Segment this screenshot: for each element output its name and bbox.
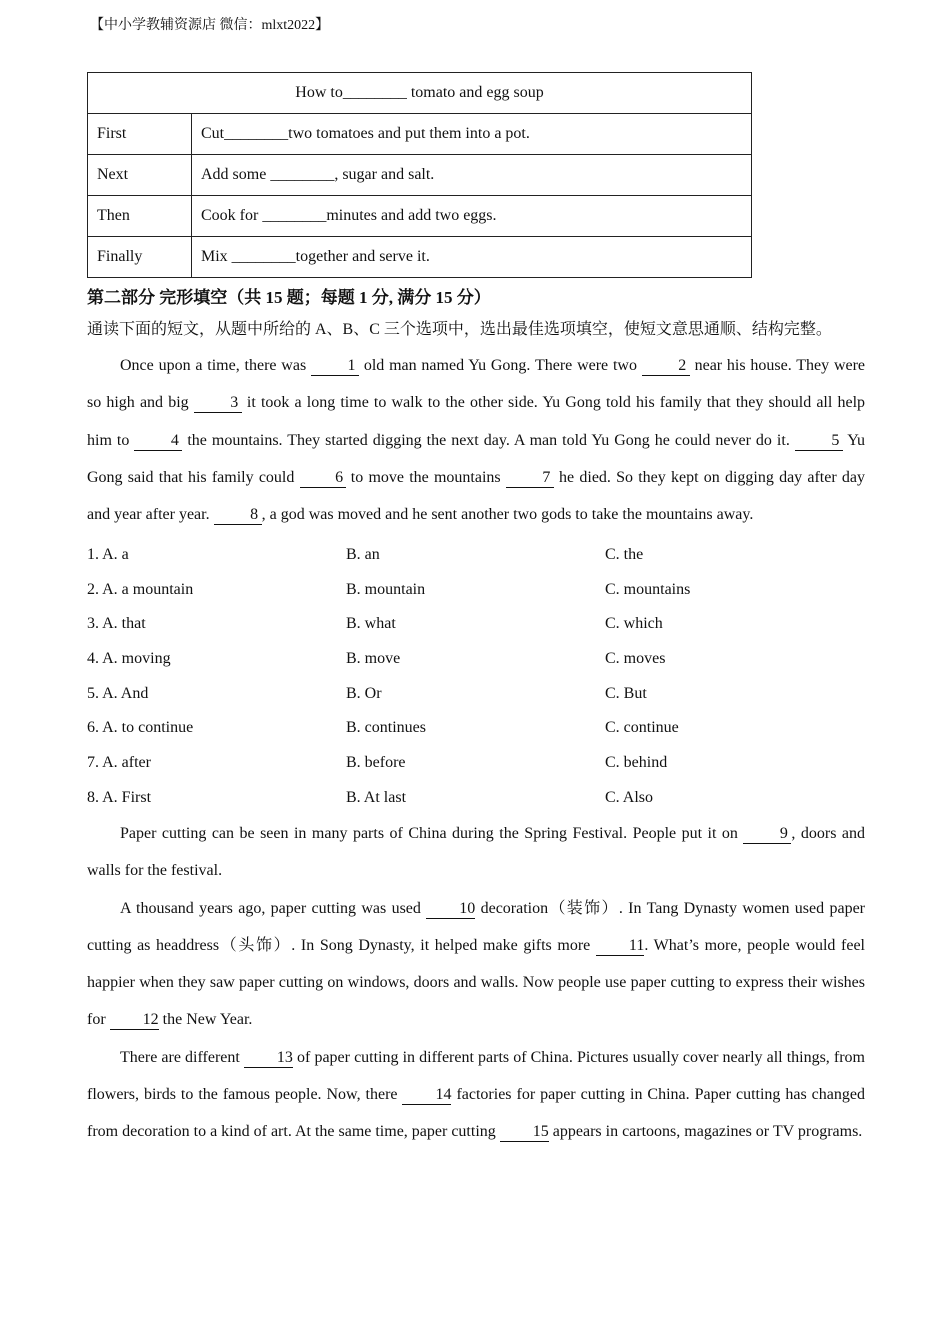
option-a: 8. A. First	[87, 788, 152, 806]
list-item	[87, 676, 865, 711]
option-a: 6. A. to continue	[87, 719, 194, 737]
passage-yu-gong: Once upon a time, there was 1 old man named Yu Gong. There were two 2 near his house. They were so high and big 3 it took a long time to walk to the other side. Yu Gong told his family that they should all help him to 4 the mountains. They started digging the next day. A man told Yu Gong he could never do it. 5 Yu Gong said that his family could 6 to move the mountains 7 he died. So they kept on digging day after day and year after year. 8 , a god was moved and he sent another two gods to take the mountains away.	[87, 357, 866, 524]
blank-10: 10	[426, 900, 475, 919]
blank-8: 8	[214, 506, 262, 525]
blank-15: 15	[500, 1123, 549, 1142]
option-c: C. But	[605, 684, 647, 702]
option-b: B. At last	[346, 788, 407, 806]
option-a: 3. A. that	[87, 615, 146, 633]
blank-5: 5	[795, 432, 843, 451]
step-text: Cut________two tomatoes and put them into a pot.	[192, 114, 752, 155]
section-title: 第二部分 完形填空（共 15 题；每题 1 分, 满分 15 分）	[87, 288, 491, 307]
blank-2: 2	[642, 357, 690, 376]
step-label: First	[88, 114, 192, 155]
recipe-title: How to________ tomato and egg soup	[88, 73, 752, 114]
list-item	[87, 572, 865, 607]
blank-12: 12	[110, 1011, 159, 1030]
section-instruction: 通读下面的短文，从题中所给的 A、B、C 三个选项中，选出最佳选项填空，使短文意思通顺、结构完整。	[87, 321, 832, 338]
answer-options	[87, 537, 865, 815]
step-label: Finally	[88, 237, 192, 278]
option-b: B. Or	[346, 684, 382, 702]
table-row	[88, 196, 752, 237]
blank-4: 4	[134, 432, 182, 451]
step-label: Then	[88, 196, 192, 237]
list-item	[87, 711, 865, 746]
passage-paper-cutting-3: There are different 13 of paper cutting in different parts of China. Pictures usually cover nearly all things, from flowers, birds to the famous people. Now, there 14 factories for paper cutting in China. Paper cutting has changed from decoration to a kind of art. At the same time, paper cutting 15 appears in cartoons, magazines or TV programs.	[87, 1048, 866, 1141]
option-b: B. continues	[346, 719, 426, 737]
blank-14: 14	[402, 1086, 451, 1105]
option-c: C. Also	[605, 788, 654, 806]
step-label: Next	[88, 155, 192, 196]
option-b: B. before	[346, 753, 406, 771]
list-item	[87, 537, 865, 572]
blank-7: 7	[506, 469, 554, 488]
cloze-section	[87, 286, 865, 1151]
blank-1: 1	[311, 357, 359, 376]
option-a: 7. A. after	[87, 753, 151, 771]
table-row	[88, 155, 752, 196]
option-c: C. which	[605, 615, 663, 633]
table-row	[88, 237, 752, 278]
option-c: C. the	[605, 545, 644, 563]
option-a: 5. A. And	[87, 684, 149, 702]
blank-13: 13	[244, 1049, 293, 1068]
option-b: B. what	[346, 615, 396, 633]
blank-6: 6	[300, 469, 346, 488]
list-item	[87, 780, 865, 815]
step-text: Mix ________together and serve it.	[192, 237, 752, 278]
page-header: 【中小学教辅资源店 微信：mlxt2022】	[90, 18, 330, 33]
blank-9: 9	[743, 825, 791, 844]
step-text: Add some ________, sugar and salt.	[192, 155, 752, 196]
blank-3: 3	[194, 394, 242, 413]
blank-11: 11	[596, 937, 644, 956]
list-item	[87, 642, 865, 677]
option-a: 1. A. a	[87, 545, 129, 563]
option-c: C. mountains	[605, 580, 691, 598]
passage-paper-cutting-1: Paper cutting can be seen in many parts of China during the Spring Festival. People put it on 9 , doors and walls for the festival.	[87, 824, 866, 880]
option-c: C. behind	[605, 753, 668, 771]
option-a: 2. A. a mountain	[87, 580, 194, 598]
option-b: B. move	[346, 649, 401, 667]
passage-paper-cutting-2: A thousand years ago, paper cutting was used 10 decoration（装饰）. In Tang Dynasty women used paper cutting as headdress（头饰）. In Song Dynasty, it helped make gifts more 11. What’s more, people would feel happier when they saw paper cutting on windows, doors and walls. Now people use paper cutting to express their wishes for 12 the New Year.	[87, 899, 865, 1029]
list-item	[87, 746, 865, 781]
step-text: Cook for ________minutes and add two eggs.	[192, 196, 752, 237]
option-c: C. continue	[605, 719, 679, 737]
list-item	[87, 607, 865, 642]
recipe-table	[87, 72, 752, 278]
option-b: B. mountain	[346, 580, 426, 598]
table-row	[88, 114, 752, 155]
option-c: C. moves	[605, 649, 666, 667]
option-a: 4. A. moving	[87, 649, 171, 667]
option-b: B. an	[346, 545, 380, 563]
